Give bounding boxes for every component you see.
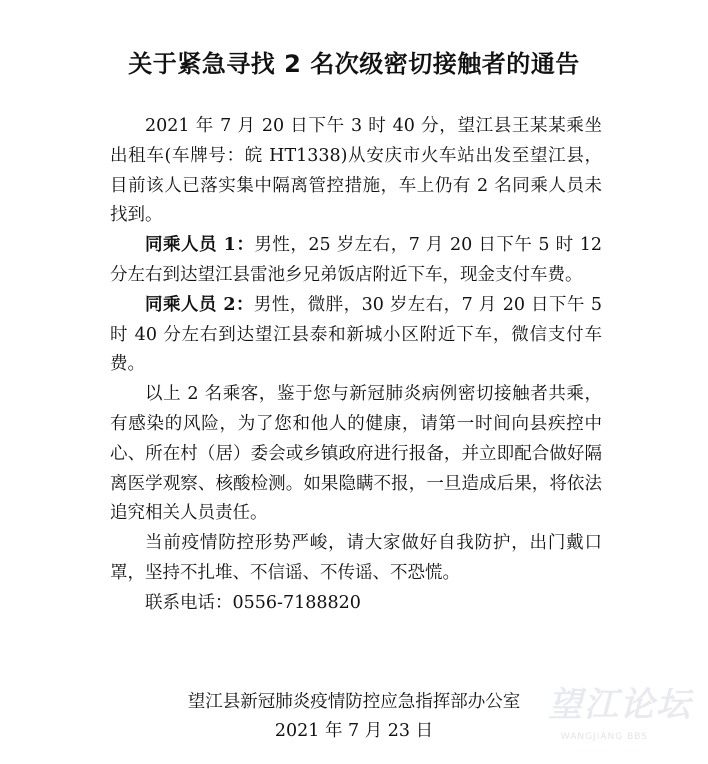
document-title: 关于紧急寻找 2 名次级密切接触者的通告 [128,50,580,78]
document-body [110,112,602,619]
paragraph-text: 以上 2 名乘客，鉴于您与新冠肺炎病例密切接触者共乘，有感染的风险，为了您和他人的健康，请第一时间向县疾控中心、所在村（居）委会或乡镇政府进行报备，并立即配合做好隔离医学观察、核酸检测。如果隐瞒不报，一旦造成后果，将依法追究相关人员责任。 [110,384,602,524]
watermark-subtitle: WANGJIANG BBS [560,732,648,742]
paragraph-intro [110,112,602,231]
paragraph-text: 2021 年 7 月 20 日下午 3 时 40 分，望江县王某某乘坐出租车(车牌号：皖 HT1338)从安庆市火车站出发至望江县，目前该人已落实集中隔离管控措施，车上仍有 2 名同乘人员未找到。 [110,116,602,226]
paragraph-contact [110,589,602,619]
paragraph-request [110,380,602,529]
passenger-1-label: 同乘人员 1： [145,235,255,256]
watermark-logo: 望江论坛 [548,685,692,725]
paragraph-text: 当前疫情防控形势严峻，请大家做好自我防护，出门戴口罩，坚持不扎堆、不信谣、不传谣、不恐慌。 [110,533,602,583]
signature-organization: 望江县新冠肺炎疫情防控应急指挥部办公室 [187,692,521,712]
passenger-1-text: 男性，25 岁左右，7 月 20 日下午 5 时 12 分左右到达望江县雷池乡兄弟饭店附近下车，现金支付车费。 [110,235,602,285]
paragraph-passenger-1 [110,231,602,291]
passenger-2-label: 同乘人员 2： [145,294,254,315]
passenger-2-text: 男性，微胖，30 岁左右，7 月 20 日下午 5 时 40 分左右到达望江县泰和新城小区附近下车，微信支付车费。 [110,294,602,375]
paragraph-advice [110,529,602,589]
signature-date: 2021 年 7 月 23 日 [274,721,434,741]
contact-phone: 联系电话：0556-7188820 [145,592,361,613]
paragraph-passenger-2 [110,291,602,380]
